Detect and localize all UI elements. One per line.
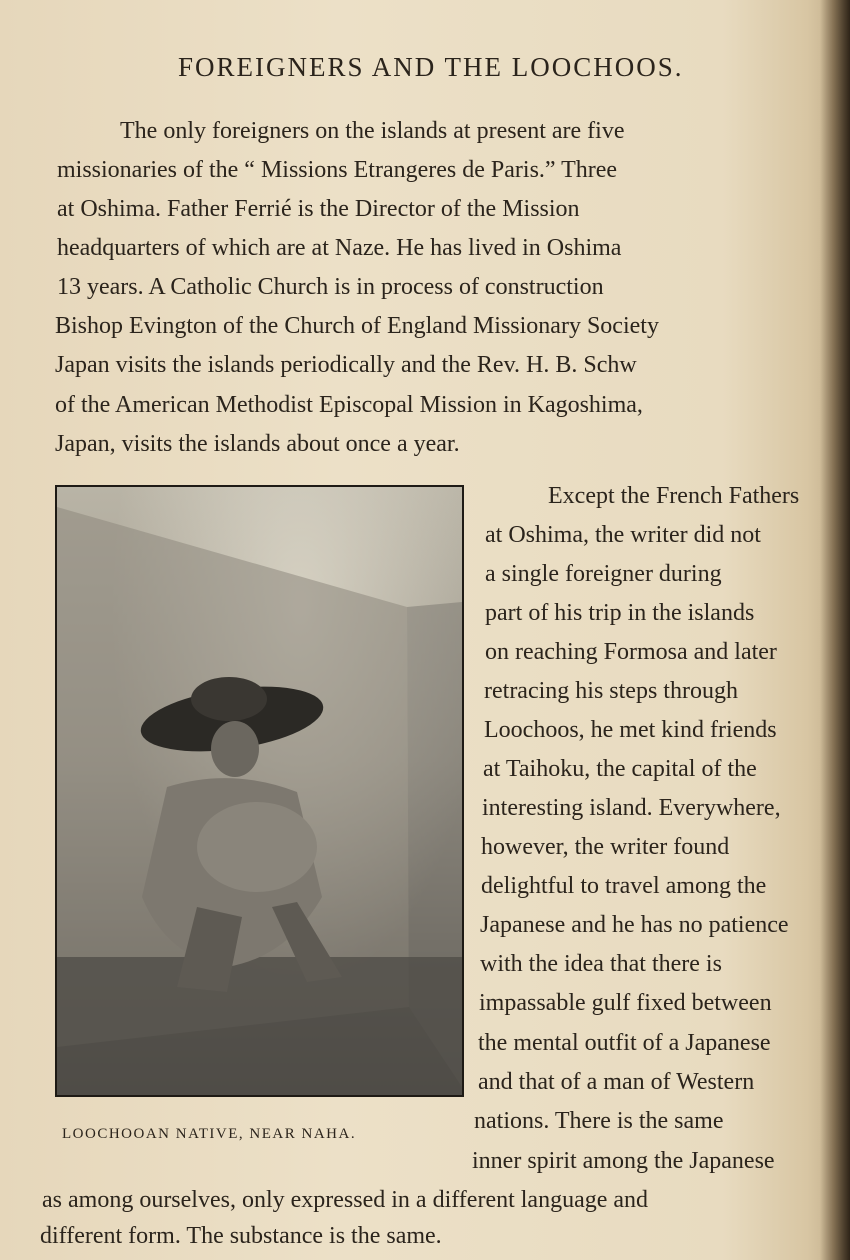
text-line: nations. There is the same bbox=[474, 1108, 724, 1134]
text-line: missionaries of the “ Missions Etrangeres de Paris.” Three bbox=[57, 157, 618, 183]
text-line: a single foreigner during bbox=[485, 561, 722, 587]
text-line: Japan, visits the islands about once a year. bbox=[55, 431, 460, 457]
text-line: The only foreigners on the islands at present are five bbox=[120, 118, 625, 144]
text-line: however, the writer found bbox=[481, 834, 730, 860]
text-line: Bishop Evington of the Church of England Missionary Society bbox=[55, 313, 659, 339]
text-line: delightful to travel among the bbox=[481, 873, 767, 899]
text-line: interesting island. Everywhere, bbox=[482, 795, 781, 821]
text-line: of the American Methodist Episcopal Mission in Kagoshima, bbox=[55, 392, 643, 418]
text-line: Except the French Fathers bbox=[548, 483, 800, 509]
photograph-loochooan-native bbox=[55, 485, 464, 1097]
text-line: part of his trip in the islands bbox=[485, 600, 755, 626]
text-line: different form. The substance is the same. bbox=[40, 1223, 442, 1249]
text-line: headquarters of which are at Naze. He has lived in Oshima bbox=[57, 235, 622, 261]
photo-illustration bbox=[57, 487, 462, 1095]
text-line: at Taihoku, the capital of the bbox=[483, 756, 757, 782]
page-heading: FOREIGNERS AND THE LOOCHOOS. bbox=[178, 52, 684, 82]
text-line: and that of a man of Western bbox=[478, 1069, 755, 1095]
text-line: inner spirit among the Japanese bbox=[472, 1148, 775, 1174]
text-line: with the idea that there is bbox=[480, 951, 722, 977]
text-line: the mental outfit of a Japanese bbox=[478, 1030, 771, 1056]
text-line: at Oshima, the writer did not bbox=[485, 522, 761, 548]
text-line: retracing his steps through bbox=[484, 678, 738, 704]
photo-caption: LOOCHOOAN NATIVE, NEAR NAHA. bbox=[62, 1126, 357, 1142]
text-line: Loochoos, he met kind friends bbox=[484, 717, 777, 743]
text-line: as among ourselves, only expressed in a different language and bbox=[42, 1187, 649, 1213]
text-line: impassable gulf fixed between bbox=[479, 990, 772, 1016]
text-line: at Oshima. Father Ferrié is the Director of the Mission bbox=[57, 196, 580, 222]
book-spine-shadow bbox=[820, 0, 850, 1260]
text-line: on reaching Formosa and later bbox=[485, 639, 777, 665]
text-line: Japan visits the islands periodically and the Rev. H. B. Schw bbox=[55, 352, 637, 378]
text-line: 13 years. A Catholic Church is in process of construction bbox=[57, 274, 604, 300]
text-line: Japanese and he has no patience bbox=[480, 912, 789, 938]
